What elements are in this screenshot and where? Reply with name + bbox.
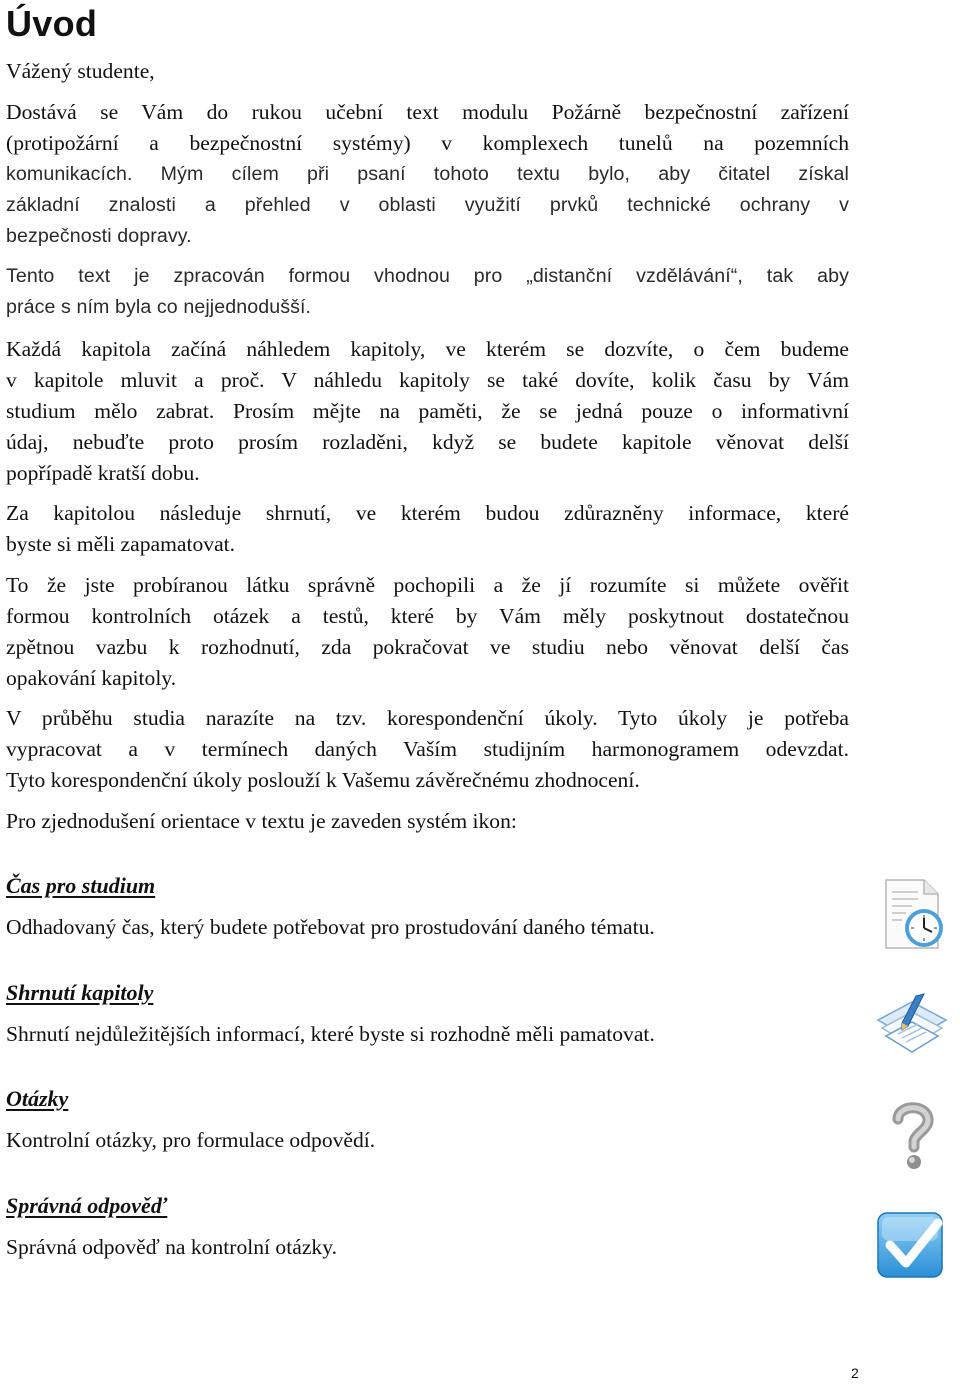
legend-description-study-time: Odhadovaný čas, který budete potřebovat pro prostudování daného tématu. <box>6 915 655 939</box>
question-mark-icon <box>872 1095 952 1175</box>
greeting: Vážený studente, <box>6 59 155 83</box>
legend-title-study-time: Čas pro studium <box>6 873 156 898</box>
page-number: 2 <box>851 1365 859 1381</box>
legend-description-chapter-summary: Shrnutí nejdůležitějších informací, které byste si rozhodně měli pamatovat. <box>6 1022 655 1046</box>
icon-system-intro: Pro zjednodušení orientace v textu je zaveden systém ikon: <box>6 809 517 833</box>
questions-paragraph: To že jste probíranou látku správně pochopili a že jí rozumíte si můžete ověřit formou kontrolních otázek a testů, které by Vám měly poskytnout dostatečnou zpětnou vazbu k rozhodnutí, zda pokračovat ve studiu nebo věnovat delší čas opakování kapitoly. <box>6 573 849 690</box>
legend-title-chapter-summary: Shrnutí kapitoly <box>6 980 154 1005</box>
chapter-preview-paragraph: Každá kapitola začíná náhledem kapitoly, ve kterém se dozvíte, o čem budeme v kapitole mluvit a proč. V náhledu kapitoly se také dovíte, kolik času by Vám studium mělo zabrat. Prosím mějte na paměti, že se jedná pouze o informativní údaj, nebuďte proto prosím rozladěni, když se budete kapitole věnovat delší popřípadě kratší dobu. <box>6 337 849 485</box>
intro-paragraph: Dostává se Vám do rukou učební text modulu Požárně bezpečnostní zařízení (protipožární a bezpečnostní systémy) v komplexech tunelů na pozemních komunikacích. Mým cílem při psaní tohoto textu bylo, aby čitatel získal základní znalosti a přehled v oblasti využití prvků technické ochrany v bezpečnosti dopravy. <box>6 100 849 247</box>
legend-description-questions: Kontrolní otázky, pro formulace odpovědí. <box>6 1128 376 1152</box>
checkmark-icon <box>872 1205 952 1285</box>
legend-title-correct-answer: Správná odpověď <box>6 1193 168 1218</box>
assignments-paragraph: V průběhu studia narazíte na tzv. korespondenční úkoly. Tyto úkoly je potřeba vypracovat a v termínech daných Vaším studijním harmonogramem odevzdat. Tyto korespondenční úkoly poslouží k Vašemu závěrečnému zhodnocení. <box>6 706 849 792</box>
summary-paragraph: Za kapitolou následuje shrnutí, ve kterém budou zdůrazněny informace, které byste si měli zapamatovat. <box>6 501 849 556</box>
legend-description-correct-answer: Správná odpověď na kontrolní otázky. <box>6 1235 337 1259</box>
distance-learning-paragraph: Tento text je zpracován formou vhodnou pro „distanční vzdělávání“, tak aby práce s ním byla co nejjednodušší. <box>6 265 849 318</box>
legend-title-questions: Otázky <box>6 1086 69 1111</box>
pen-notes-icon <box>872 990 952 1070</box>
clock-document-icon <box>872 874 952 954</box>
page-title: Úvod <box>6 3 98 44</box>
